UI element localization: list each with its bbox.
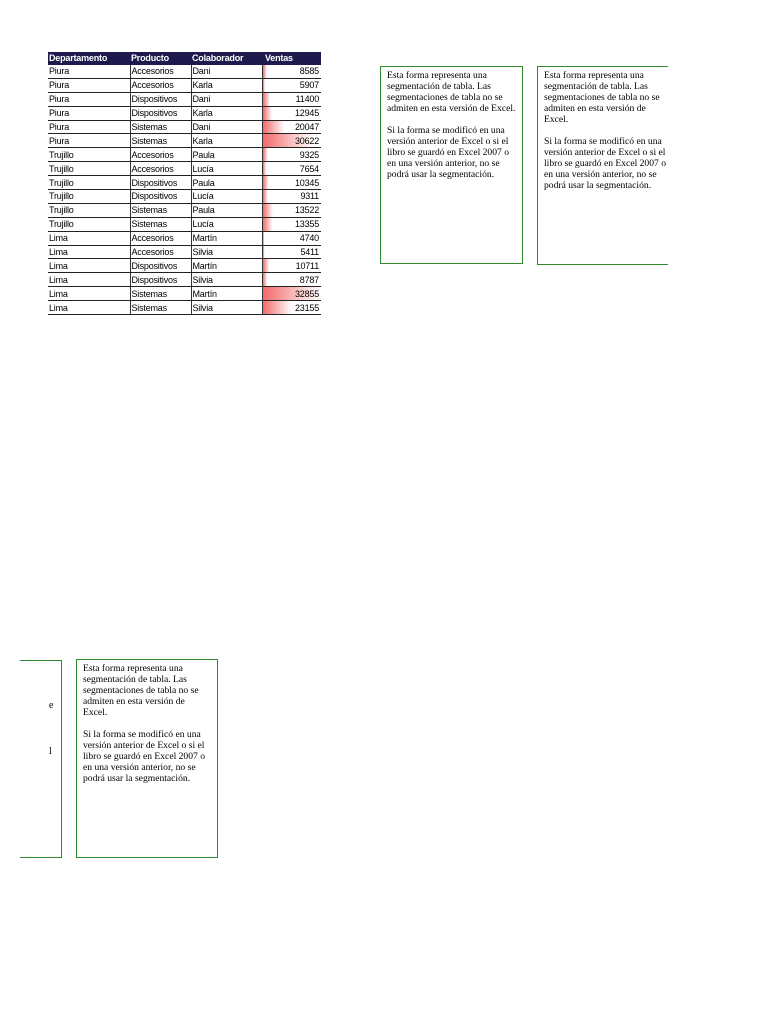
cell-colaborador[interactable]: Dani bbox=[191, 92, 262, 106]
slicer-text-2: Si la forma se modificó en una versión anterior de Excel o si el libro se guardó en Excel 2007 o en una versión anterior, no se podrá usar la segmentación. bbox=[83, 729, 206, 784]
cell-colaborador[interactable]: Lucía bbox=[191, 190, 262, 204]
table-row bbox=[48, 217, 321, 231]
cell-producto[interactable]: Dispositivos bbox=[130, 92, 191, 106]
cell-ventas[interactable]: 9311 bbox=[262, 190, 321, 204]
cell-ventas[interactable]: 8787 bbox=[262, 273, 321, 287]
table-header-row bbox=[48, 52, 321, 65]
cell-producto[interactable]: Sistemas bbox=[130, 301, 191, 315]
cell-ventas[interactable]: 10711 bbox=[262, 259, 321, 273]
cell-departamento[interactable]: Trujillo bbox=[48, 217, 130, 231]
cell-ventas[interactable]: 5411 bbox=[262, 245, 321, 259]
header-colaborador[interactable]: Colaborador bbox=[191, 52, 262, 65]
cell-colaborador[interactable]: Karla bbox=[191, 78, 262, 92]
cell-colaborador[interactable]: Karla bbox=[191, 106, 262, 120]
cell-departamento[interactable]: Trujillo bbox=[48, 190, 130, 204]
table-row bbox=[48, 259, 321, 273]
cell-colaborador[interactable]: Paula bbox=[191, 148, 262, 162]
cell-producto[interactable]: Dispositivos bbox=[130, 176, 191, 190]
cell-producto[interactable]: Accesorios bbox=[130, 245, 191, 259]
cell-departamento[interactable]: Lima bbox=[48, 259, 130, 273]
table-row bbox=[48, 176, 321, 190]
cell-ventas[interactable]: 4740 bbox=[262, 231, 321, 245]
cell-departamento[interactable]: Trujillo bbox=[48, 148, 130, 162]
cell-producto[interactable]: Accesorios bbox=[130, 162, 191, 176]
table-body bbox=[48, 65, 321, 315]
cell-colaborador[interactable]: Martín bbox=[191, 287, 262, 301]
cell-producto[interactable]: Accesorios bbox=[130, 78, 191, 92]
cell-ventas[interactable]: 7654 bbox=[262, 162, 321, 176]
cell-colaborador[interactable]: Silvia bbox=[191, 301, 262, 315]
table-row bbox=[48, 78, 321, 92]
cell-ventas[interactable]: 20047 bbox=[262, 120, 321, 134]
cell-colaborador[interactable]: Karla bbox=[191, 134, 262, 148]
cell-departamento[interactable]: Lima bbox=[48, 301, 130, 315]
cell-ventas[interactable]: 12945 bbox=[262, 106, 321, 120]
cell-departamento[interactable]: Lima bbox=[48, 287, 130, 301]
cell-colaborador[interactable]: Silvia bbox=[191, 245, 262, 259]
slicer-text-2: Si la forma se modificó en una versión anterior de Excel o si el libro se guardó en Excel 2007 o en una versión anterior, no se podrá usar la segmentación. bbox=[544, 136, 667, 191]
table-row bbox=[48, 301, 321, 315]
cell-colaborador[interactable]: Martín bbox=[191, 259, 262, 273]
cell-colaborador[interactable]: Dani bbox=[191, 120, 262, 134]
cell-ventas[interactable]: 30622 bbox=[262, 134, 321, 148]
clipped-text-fragment: l bbox=[49, 746, 52, 757]
cell-departamento[interactable]: Trujillo bbox=[48, 162, 130, 176]
cell-ventas[interactable]: 13355 bbox=[262, 217, 321, 231]
table-row bbox=[48, 245, 321, 259]
cell-colaborador[interactable]: Lucía bbox=[191, 162, 262, 176]
table-row bbox=[48, 162, 321, 176]
cell-colaborador[interactable]: Dani bbox=[191, 65, 262, 78]
table-row bbox=[48, 65, 321, 78]
table-row bbox=[48, 106, 321, 120]
cell-colaborador[interactable]: Martín bbox=[191, 231, 262, 245]
cell-departamento[interactable]: Piura bbox=[48, 106, 130, 120]
table-row bbox=[48, 190, 321, 204]
header-ventas[interactable]: Ventas bbox=[262, 52, 321, 65]
header-producto[interactable]: Producto bbox=[130, 52, 191, 65]
cell-ventas[interactable]: 11400 bbox=[262, 92, 321, 106]
cell-departamento[interactable]: Piura bbox=[48, 65, 130, 78]
header-departamento[interactable]: Departamento bbox=[48, 52, 130, 65]
cell-producto[interactable]: Dispositivos bbox=[130, 259, 191, 273]
cell-colaborador[interactable]: Lucía bbox=[191, 217, 262, 231]
slicer-inner bbox=[544, 70, 668, 191]
cell-ventas[interactable]: 32855 bbox=[262, 287, 321, 301]
clipped-text-fragment: e bbox=[49, 700, 54, 711]
slicer-placeholder-2[interactable] bbox=[537, 66, 668, 265]
slicer-placeholder-1[interactable] bbox=[380, 66, 523, 264]
cell-ventas[interactable]: 13522 bbox=[262, 203, 321, 217]
cell-ventas[interactable]: 5907 bbox=[262, 78, 321, 92]
cell-departamento[interactable]: Piura bbox=[48, 134, 130, 148]
slicer-text-2: Si la forma se modificó en una versión anterior de Excel o si el libro se guardó en Excel 2007 o en una versión anterior, no se podrá usar la segmentación. bbox=[387, 125, 510, 180]
cell-producto[interactable]: Accesorios bbox=[130, 65, 191, 78]
cell-departamento[interactable]: Piura bbox=[48, 92, 130, 106]
cell-departamento[interactable]: Lima bbox=[48, 273, 130, 287]
table-row bbox=[48, 273, 321, 287]
cell-producto[interactable]: Sistemas bbox=[130, 217, 191, 231]
cell-departamento[interactable]: Trujillo bbox=[48, 203, 130, 217]
sales-table bbox=[48, 52, 321, 315]
cell-ventas[interactable]: 9325 bbox=[262, 148, 321, 162]
cell-colaborador[interactable]: Paula bbox=[191, 176, 262, 190]
cell-ventas[interactable]: 8585 bbox=[262, 65, 321, 78]
cell-producto[interactable]: Sistemas bbox=[130, 287, 191, 301]
cell-producto[interactable]: Dispositivos bbox=[130, 106, 191, 120]
slicer-placeholder-3[interactable] bbox=[76, 659, 218, 858]
cell-departamento[interactable]: Lima bbox=[48, 245, 130, 259]
cell-colaborador[interactable]: Silvia bbox=[191, 273, 262, 287]
cell-producto[interactable]: Accesorios bbox=[130, 148, 191, 162]
cell-producto[interactable]: Sistemas bbox=[130, 120, 191, 134]
slicer-placeholder-clipped[interactable] bbox=[20, 660, 62, 858]
cell-ventas[interactable]: 10345 bbox=[262, 176, 321, 190]
cell-producto[interactable]: Dispositivos bbox=[130, 190, 191, 204]
cell-producto[interactable]: Sistemas bbox=[130, 203, 191, 217]
slicer-text-1: Esta forma representa una segmentación de tabla. Las segmentaciones de tabla no se admiten en esta versión de Excel. bbox=[387, 70, 516, 114]
table-row bbox=[48, 231, 321, 245]
table-row bbox=[48, 148, 321, 162]
cell-producto[interactable]: Dispositivos bbox=[130, 273, 191, 287]
cell-ventas[interactable]: 23155 bbox=[262, 301, 321, 315]
cell-departamento[interactable]: Lima bbox=[48, 231, 130, 245]
cell-departamento[interactable]: Trujillo bbox=[48, 176, 130, 190]
table-row bbox=[48, 287, 321, 301]
cell-departamento[interactable]: Piura bbox=[48, 120, 130, 134]
table-row bbox=[48, 120, 321, 134]
table-row bbox=[48, 92, 321, 106]
cell-colaborador[interactable]: Paula bbox=[191, 203, 262, 217]
cell-departamento[interactable]: Piura bbox=[48, 78, 130, 92]
slicer-text-1: Esta forma representa una segmentación de tabla. Las segmentaciones de tabla no se admiten en esta versión de Excel. bbox=[544, 70, 660, 125]
table-row bbox=[48, 134, 321, 148]
cell-producto[interactable]: Accesorios bbox=[130, 231, 191, 245]
table-row bbox=[48, 203, 321, 217]
slicer-text-1: Esta forma representa una segmentación de tabla. Las segmentaciones de tabla no se admiten en esta versión de Excel. bbox=[83, 663, 199, 718]
cell-producto[interactable]: Sistemas bbox=[130, 134, 191, 148]
